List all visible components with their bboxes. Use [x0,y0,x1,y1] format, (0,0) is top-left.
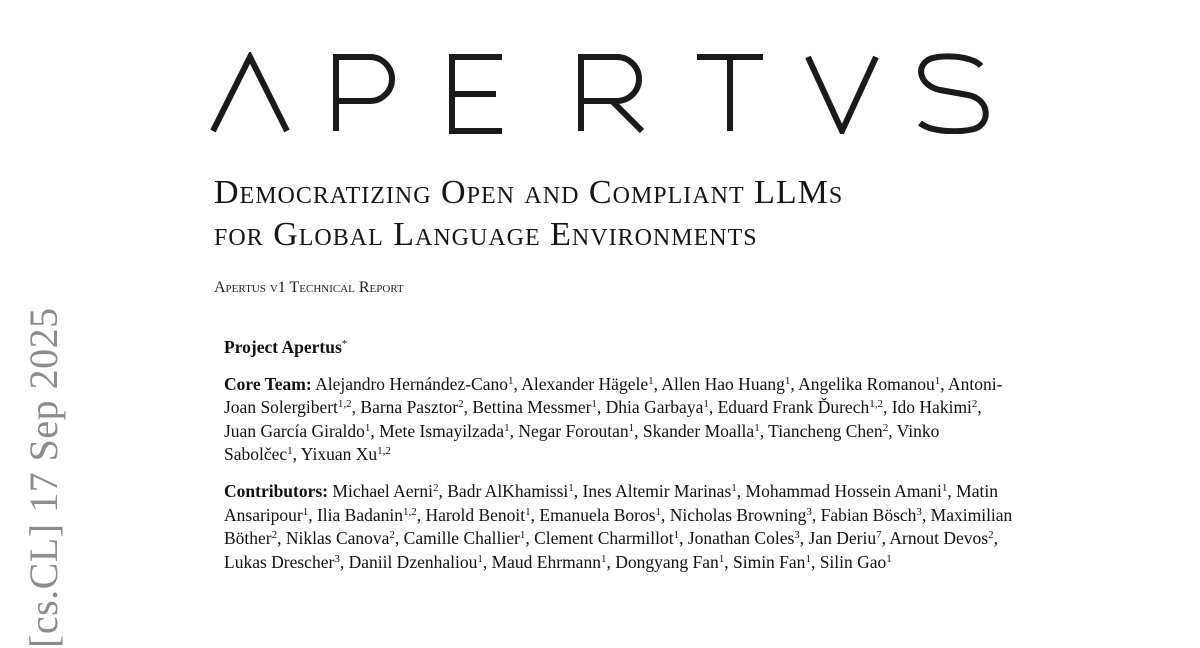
author-name: Dongyang Fan [615,551,719,572]
report-subtitle: Apertus v1 Technical Report [214,279,404,296]
affiliation-mark: 1 [477,552,483,565]
affiliation-mark: 1 [364,421,371,434]
author-name: Ilia Badanin [316,504,403,525]
author-name: Juan García Giraldo [224,420,365,441]
author-name: Tiancheng Chen [768,420,883,441]
author-name: Mohammad Hossein Amani [745,480,942,501]
contributors-authors: Michael Aerni$^2$, Badr AlKhamissi$^1$, Ines Altemir Marinas$^1$, Mohammad Hossein Amani$^1$, Matin Ansaripour$^1$, Ilia Badanin$^{1,2}$, Harold Benoit$^1$, Emanuela Boros$^1$, Nicholas Browning$^3$, Fabian Bösch$^3$, Maximilian Böther$^2$, Niklas Canova$^2$, Camille Challier$^1$, Clement Charmillot$^1$, Jonathan Coles$^3$, Jan Deriu$^7$, Arnout Devos$^2$, Lukas Drescher$^3$, Daniil Dzenhaliou$^1$, Maud Ehrmann$^1$, Dongyang Fan$^1$, Simin Fan$^1$, Silin Gao$^1$ [224,480,1013,572]
affiliation-mark: 1 [628,421,635,434]
author-name: Ines Altemir Marinas [582,480,732,501]
affiliation-mark: 1 [703,398,709,411]
affiliation-mark: 1 [941,481,948,494]
project-label: Project Apertus [224,337,342,357]
core-team-authors: Alejandro Hernández-Cano$^1$, Alexander Hägele$^1$, Allen Hao Huang$^1$, Angelika Romanou$^1$, Antoni-Joan Solergibert$^{1,2}$, Barna Pasztor$^2$, Bettina Messmer$^1$, Dhia Garbaya$^1$, Eduard Frank Ďurech$^{1,2}$, Ido Hakimi$^2$, Juan García Giraldo$^1$, Mete Ismayilzada$^1$, Negar Foroutan$^1$, Skander Moalla$^1$, Tiancheng Chen$^2$, Vinko Sabolčec$^1$, Yixuan Xu$^{1,2}$ [224,373,1003,465]
author-name: Lukas Drescher [224,551,335,572]
affiliation-mark: 1 [784,374,791,387]
author-name: Yixuan Xu [300,444,378,465]
affiliation-mark: 7 [876,529,882,542]
author-name: Jonathan Coles [687,528,795,549]
author-name: Allen Hao Huang [661,373,785,394]
affiliation-mark: 2 [988,529,994,542]
affiliation-mark: 1 [600,552,607,565]
affiliation-mark: 1,2 [337,398,352,411]
affiliation-mark: 1 [287,445,293,458]
author-name: Barna Pasztor [360,397,459,418]
author-name: Ido Hakimi [891,397,972,418]
title-line-1: Democratizing Open and Compliant LLMs [214,174,844,211]
affiliation-mark: 1 [731,481,737,494]
author-name: Maximilian Böther [224,504,1013,549]
author-name: Michael Aerni [332,480,433,501]
affiliation-mark: 1 [805,552,811,565]
affiliation-mark: 1,2 [377,445,391,458]
affiliation-mark: 1,2 [403,505,417,518]
affiliation-mark: 1 [655,505,662,518]
affiliation-mark: 3 [794,529,800,542]
affiliation-mark: 2 [389,529,395,542]
affiliation-mark: 1 [591,398,597,411]
affiliation-mark: 1 [507,374,514,387]
author-name: Alexander Hägele [521,373,649,394]
affiliation-mark: 1 [519,529,526,542]
affiliation-mark: 1 [718,552,725,565]
contributors-label: Contributors: [224,480,329,501]
author-name: Vinko Sabolčec [224,420,940,465]
author-name: Negar Foroutan [518,420,629,441]
author-name: Silin Gao [819,551,887,572]
affiliation-mark: 1,2 [869,398,883,411]
apertus-logo [210,52,990,134]
author-name: Angelika Romanou [798,373,935,394]
author-name: Skander Moalla [642,420,755,441]
affiliation-mark: 3 [334,552,340,565]
affiliation-mark: 2 [458,398,464,411]
affiliation-mark: 1 [754,421,760,434]
author-name: Alejandro Hernández-Cano [315,373,508,394]
author-name: Emanuela Boros [539,504,656,525]
affiliation-mark: 1 [934,374,941,387]
affiliation-mark: 1 [504,421,510,434]
author-name: Matin Ansaripour [224,480,998,525]
author-name: Simin Fan [732,551,806,572]
title-line-2: for Global Language Environments [214,216,758,253]
author-name: Camille Challier [403,528,520,549]
author-name: Dhia Garbaya [605,397,704,418]
project-footnote-mark: * [341,338,348,350]
author-name: Clement Charmillot [534,528,674,549]
author-name: Antoni-Joan Solergibert [224,373,1003,418]
author-name: Mete Ismayilzada [379,420,505,441]
affiliation-mark: 1 [302,505,309,518]
arxiv-stamp: [cs.CL] 17 Sep 2025 [21,307,66,648]
author-name: Niklas Canova [285,528,390,549]
author-name: Bettina Messmer [472,397,592,418]
author-name: Badr AlKhamissi [447,480,569,501]
affiliation-mark: 1 [568,481,574,494]
author-name: Arnout Devos [889,528,989,549]
author-name: Fabian Bösch [820,504,917,525]
author-block [224,336,1014,587]
affiliation-mark: 3 [916,505,922,518]
author-name: Maud Ehrmann [491,551,601,572]
affiliation-mark: 2 [433,481,439,494]
contributors-paragraph [224,480,1014,574]
core-team-paragraph [224,373,1014,467]
affiliation-mark: 2 [882,421,889,434]
affiliation-mark: 1 [886,552,892,565]
affiliation-mark: 1 [525,505,531,518]
author-name: Daniil Dzenhaliou [348,551,478,572]
affiliation-mark: 2 [271,529,278,542]
affiliation-mark: 2 [971,398,978,411]
core-team-label: Core Team: [224,373,312,394]
author-name: Harold Benoit [425,504,526,525]
author-name: Eduard Frank Ďurech [717,397,870,418]
author-name: Jan Deriu [808,528,877,549]
project-line [224,336,1014,360]
paper-title [214,172,1034,256]
affiliation-mark: 1 [648,374,654,387]
affiliation-mark: 1 [673,529,680,542]
affiliation-mark: 3 [806,505,812,518]
author-name: Nicholas Browning [669,504,807,525]
